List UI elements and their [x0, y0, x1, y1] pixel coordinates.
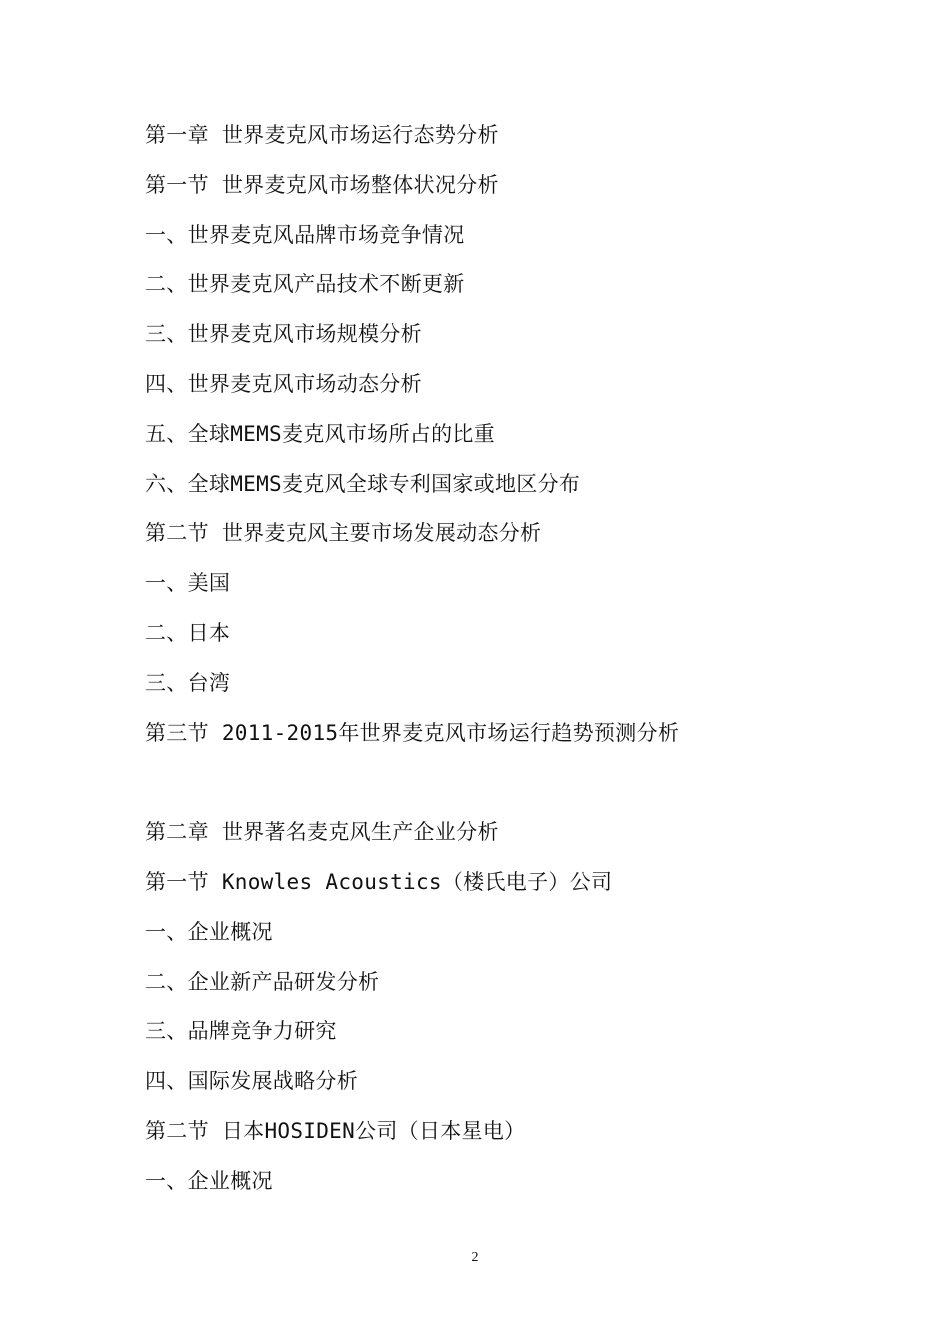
toc-chapter-2: 第二章 世界著名麦克风生产企业分析	[145, 820, 499, 845]
toc-section-1-1: 第一节 世界麦克风市场整体状况分析	[145, 172, 499, 197]
toc-chapter-1: 第一章 世界麦克风市场运行态势分析	[145, 123, 499, 147]
toc-item: 二、日本	[145, 620, 231, 645]
toc-section-1-3: 第三节 2011-2015年世界麦克风市场运行趋势预测分析	[145, 720, 680, 745]
toc-item: 三、台湾	[145, 670, 231, 695]
toc-section-2-2: 第二节 日本HOSIDEN公司（日本星电）	[145, 1118, 526, 1143]
toc-item: 六、全球MEMS麦克风全球专利国家或地区分布	[145, 471, 581, 496]
toc-item: 四、世界麦克风市场动态分析	[145, 371, 422, 396]
toc-item: 四、国际发展战略分析	[145, 1069, 358, 1094]
toc-item: 三、品牌竞争力研究	[145, 1019, 337, 1044]
toc-item: 三、世界麦克风市场规模分析	[145, 322, 422, 347]
toc-section-1-2: 第二节 世界麦克风主要市场发展动态分析	[145, 521, 542, 546]
toc-item: 二、企业新产品研发分析	[145, 969, 380, 994]
toc-item: 一、企业概况	[145, 1168, 273, 1193]
toc-item: 一、世界麦克风品牌市场竞争情况	[145, 222, 465, 247]
page-number: 2	[471, 1250, 479, 1265]
toc-item: 一、企业概况	[145, 919, 273, 944]
toc-item: 二、世界麦克风产品技术不断更新	[145, 272, 465, 297]
toc-item: 一、美国	[145, 571, 231, 596]
toc-section-2-1: 第一节 Knowles Acoustics（楼氏电子）公司	[145, 869, 613, 894]
table-of-contents	[145, 118, 905, 1214]
toc-blank-line	[145, 765, 905, 815]
toc-item: 五、全球MEMS麦克风市场所占的比重	[145, 421, 495, 446]
